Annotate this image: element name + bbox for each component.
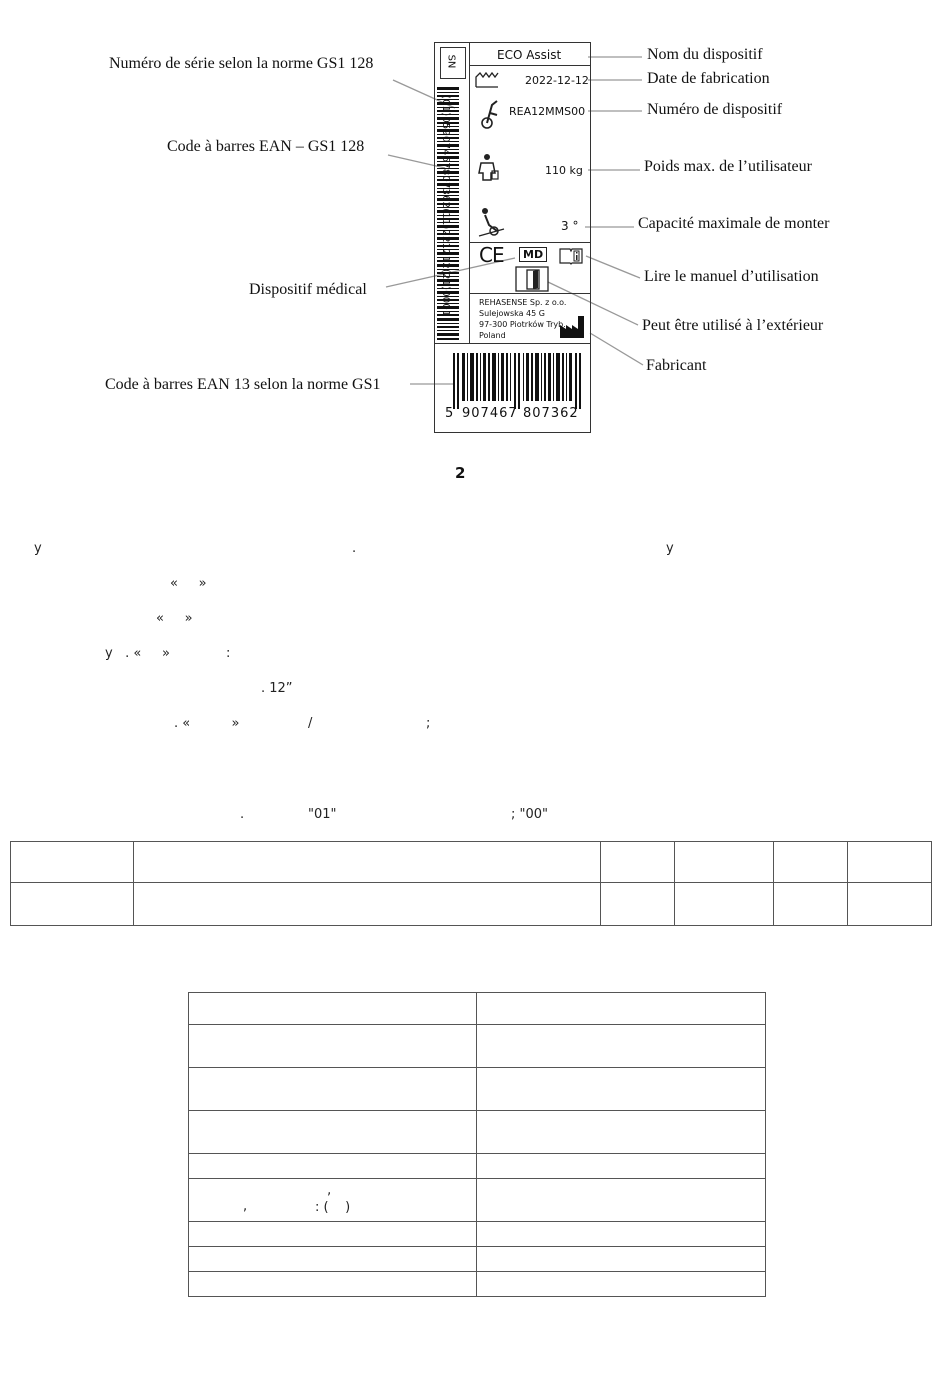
fragment-l7b: "01" bbox=[308, 807, 337, 822]
manufacturer-icon bbox=[559, 315, 587, 339]
ean13-left-digits: 907467 bbox=[462, 406, 518, 421]
fragment-l5: . 12” bbox=[261, 681, 293, 696]
factory-date-icon bbox=[475, 71, 499, 89]
t1-cell bbox=[675, 842, 774, 883]
label-divider-3 bbox=[469, 293, 591, 294]
manufacturer-line-3: 97-300 Piotrków Tryb. bbox=[479, 320, 566, 329]
fragment-l1b: . bbox=[352, 541, 357, 556]
figure-number: 2 bbox=[455, 464, 466, 482]
t2-cell bbox=[189, 1222, 477, 1247]
fragment-l7a: . bbox=[240, 807, 245, 822]
t1-cell bbox=[11, 883, 134, 926]
t1-cell bbox=[134, 883, 601, 926]
callout-outdoor-use: Peut être utilisé à l’extérieur bbox=[642, 317, 824, 334]
gs1-128-human-readable: (01)05907467807362(11)221212(21)0001 bbox=[440, 95, 451, 317]
callout-device-name: Nom du dispositif bbox=[647, 46, 763, 63]
table-1-row-2 bbox=[11, 883, 932, 926]
t2-cell bbox=[477, 1025, 766, 1068]
t2-cell bbox=[477, 1247, 766, 1272]
t2-row bbox=[189, 1272, 766, 1297]
table-1 bbox=[10, 841, 932, 926]
label-manufacture-date: 2022-12-12 bbox=[525, 74, 589, 87]
callout-device-number: Numéro de dispositif bbox=[647, 101, 783, 118]
t1-cell bbox=[601, 842, 675, 883]
t2-cell bbox=[477, 993, 766, 1025]
callout-read-manual: Lire le manuel d’utilisation bbox=[644, 268, 819, 285]
t2-cell bbox=[477, 1272, 766, 1297]
callout-barcode-ean13: Code à barres EAN 13 selon la norme GS1 bbox=[105, 376, 381, 393]
label-divider-1 bbox=[469, 65, 591, 66]
t1-cell bbox=[774, 842, 848, 883]
t2-fragment-b: , bbox=[243, 1199, 248, 1214]
t2-row bbox=[189, 1068, 766, 1111]
label-vertical-divider bbox=[469, 43, 470, 343]
t2-fragment-a: ‚ bbox=[327, 1183, 332, 1198]
sn-box bbox=[440, 47, 466, 79]
label-divider-4 bbox=[435, 343, 591, 344]
t2-row bbox=[189, 1154, 766, 1179]
fragment-l1a: y bbox=[34, 541, 42, 556]
ean13-first-digit: 5 bbox=[445, 406, 454, 421]
label-device-number: REA12MMS00 bbox=[509, 105, 586, 118]
outdoor-use-icon bbox=[515, 266, 549, 292]
t1-cell bbox=[774, 883, 848, 926]
fragment-l6b: / bbox=[308, 716, 313, 731]
t2-cell bbox=[477, 1222, 766, 1247]
t1-cell bbox=[848, 842, 932, 883]
fragment-l4a: y . « » bbox=[105, 646, 170, 661]
manufacturer-address bbox=[479, 297, 566, 341]
t2-cell bbox=[477, 1179, 766, 1222]
device-number-icon bbox=[477, 99, 501, 129]
t2-cell bbox=[189, 993, 477, 1025]
ean13-right-digits: 807362 bbox=[523, 406, 579, 421]
callout-barcode-ean-gs1: Code à barres EAN – GS1 128 bbox=[167, 138, 365, 155]
t2-row bbox=[189, 993, 766, 1025]
t2-row bbox=[189, 1179, 766, 1222]
climb-icon bbox=[477, 207, 505, 237]
t2-row bbox=[189, 1222, 766, 1247]
manufacturer-line-4: Poland bbox=[479, 331, 506, 340]
table-1-row-1 bbox=[11, 842, 932, 883]
t2-cell bbox=[477, 1154, 766, 1179]
t2-cell bbox=[477, 1068, 766, 1111]
fragment-l1c: y bbox=[666, 541, 674, 556]
t2-cell bbox=[189, 1154, 477, 1179]
t2-cell bbox=[189, 1247, 477, 1272]
user-weight-icon bbox=[477, 153, 499, 181]
fragment-l4b: : bbox=[226, 646, 231, 661]
md-mark: MD bbox=[519, 247, 547, 262]
label-device-name: ECO Assist bbox=[497, 48, 562, 62]
label-max-weight: 110 kg bbox=[545, 164, 583, 177]
t1-cell bbox=[11, 842, 134, 883]
product-label bbox=[434, 42, 591, 433]
label-max-climb: 3 ° bbox=[561, 219, 579, 233]
callout-max-weight: Poids max. de l’utilisateur bbox=[644, 158, 812, 175]
t2-cell bbox=[477, 1111, 766, 1154]
t1-cell bbox=[134, 842, 601, 883]
t2-row bbox=[189, 1111, 766, 1154]
fragment-l6a: . « » bbox=[174, 716, 240, 731]
callout-manufacture-date: Date de fabrication bbox=[647, 70, 770, 87]
callout-max-climb: Capacité maximale de monter bbox=[638, 215, 830, 232]
fragment-l3: « » bbox=[156, 611, 193, 626]
t1-cell bbox=[601, 883, 675, 926]
t2-row bbox=[189, 1247, 766, 1272]
callout-manufacturer: Fabricant bbox=[646, 357, 707, 374]
table-2 bbox=[188, 992, 766, 1297]
fragment-l7c: ; "00" bbox=[511, 807, 549, 822]
manufacturer-line-1: REHASENSE Sp. z o.o. bbox=[479, 298, 567, 307]
callout-medical-device: Dispositif médical bbox=[249, 281, 367, 298]
t2-cell bbox=[189, 1272, 477, 1297]
sn-text: SN bbox=[445, 54, 457, 69]
fragment-l6c: ; bbox=[426, 716, 431, 731]
t2-cell bbox=[189, 1111, 477, 1154]
t2-cell bbox=[189, 1179, 477, 1222]
callout-serial-number: Numéro de série selon la norme GS1 128 bbox=[109, 55, 374, 72]
t1-cell bbox=[848, 883, 932, 926]
ean13-barcode bbox=[453, 353, 583, 409]
manufacturer-line-2: Sulejowska 45 G bbox=[479, 309, 545, 318]
t1-cell bbox=[675, 883, 774, 926]
read-manual-icon bbox=[559, 247, 583, 265]
t2-cell bbox=[189, 1025, 477, 1068]
t2-fragment-c: : ( ) bbox=[315, 1200, 351, 1215]
t2-row bbox=[189, 1025, 766, 1068]
fragment-l2: « » bbox=[170, 576, 207, 591]
ce-mark: CE bbox=[479, 243, 504, 267]
t2-cell bbox=[189, 1068, 477, 1111]
